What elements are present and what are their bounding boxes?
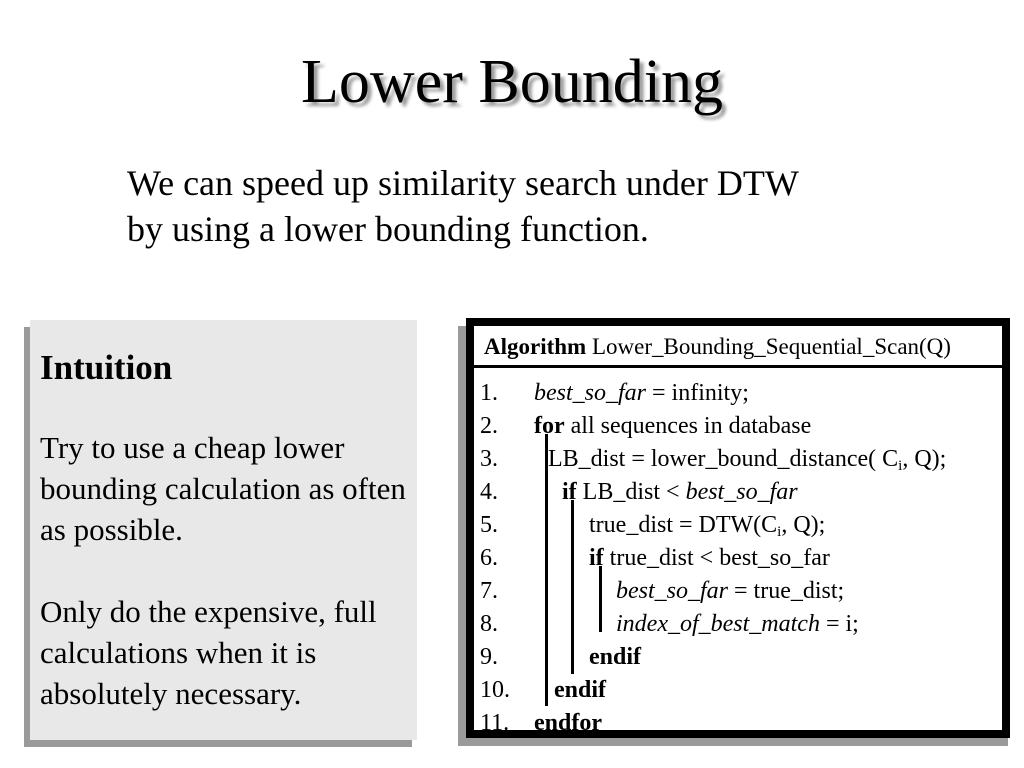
code-text: LB_dist < bbox=[576, 479, 686, 505]
inner-if-block-bar bbox=[599, 566, 602, 632]
line-number: 6. bbox=[480, 545, 498, 571]
line-number: 10. bbox=[480, 677, 510, 703]
code-text: true_dist = DTW(C bbox=[589, 512, 778, 538]
line-number: 4. bbox=[480, 479, 498, 505]
code-keyword: endfor bbox=[534, 710, 602, 736]
code-text: LB_dist = lower_bound_distance( C bbox=[548, 446, 899, 472]
algorithm-keyword: Algorithm bbox=[484, 334, 587, 359]
code-text: = infinity; bbox=[646, 380, 749, 406]
slide-subtitle bbox=[127, 160, 927, 252]
code-text: , Q); bbox=[781, 512, 826, 538]
line-number: 9. bbox=[480, 644, 498, 670]
code-var: best_so_far bbox=[534, 380, 647, 406]
slide-title: Lower Bounding bbox=[301, 48, 723, 116]
code-keyword: if bbox=[589, 545, 604, 571]
code-var: index_of_best_match bbox=[616, 611, 820, 637]
line-number: 8. bbox=[480, 611, 498, 637]
line-number: 3. bbox=[480, 446, 498, 472]
if-block-bar bbox=[571, 500, 574, 674]
algorithm-header bbox=[474, 326, 1002, 368]
line-number: 2. bbox=[480, 413, 498, 439]
code-text: true_dist < best_so_far bbox=[603, 545, 830, 571]
intuition-paragraph-2: Only do the expensive, full calculations when it is absolutely necessary. bbox=[40, 594, 377, 711]
code-subscript: i bbox=[777, 524, 782, 540]
line-number: 11. bbox=[480, 710, 510, 736]
line-number: 1. bbox=[480, 380, 498, 406]
code-text: = i; bbox=[819, 611, 859, 637]
intuition-box bbox=[30, 320, 417, 740]
code-keyword: for bbox=[534, 413, 565, 439]
code-var: best_so_far bbox=[616, 578, 729, 604]
algorithm-box bbox=[466, 318, 1010, 738]
line-number: 7. bbox=[480, 578, 498, 604]
algorithm-name: Lower_Bounding_Sequential_Scan(Q) bbox=[591, 334, 951, 359]
intuition-heading: Intuition bbox=[40, 348, 173, 387]
subtitle-line-2: by using a lower bounding function. bbox=[127, 209, 649, 249]
code-keyword: endif bbox=[589, 644, 642, 670]
intuition-paragraph-1: Try to use a cheap lower bounding calculation as often as possible. bbox=[40, 430, 406, 547]
code-text: , Q); bbox=[902, 446, 947, 472]
subtitle-line-1: We can speed up similarity search under DTW bbox=[127, 163, 799, 203]
code-keyword: endif bbox=[554, 677, 607, 703]
code-subscript: i bbox=[898, 458, 903, 474]
code-text: all sequences in database bbox=[564, 413, 812, 439]
algorithm-panel bbox=[474, 326, 1002, 736]
code-var: best_so_far bbox=[685, 479, 798, 505]
code-keyword: if bbox=[562, 479, 577, 505]
code-text: = true_dist; bbox=[728, 578, 845, 604]
line-number: 5. bbox=[480, 512, 498, 538]
